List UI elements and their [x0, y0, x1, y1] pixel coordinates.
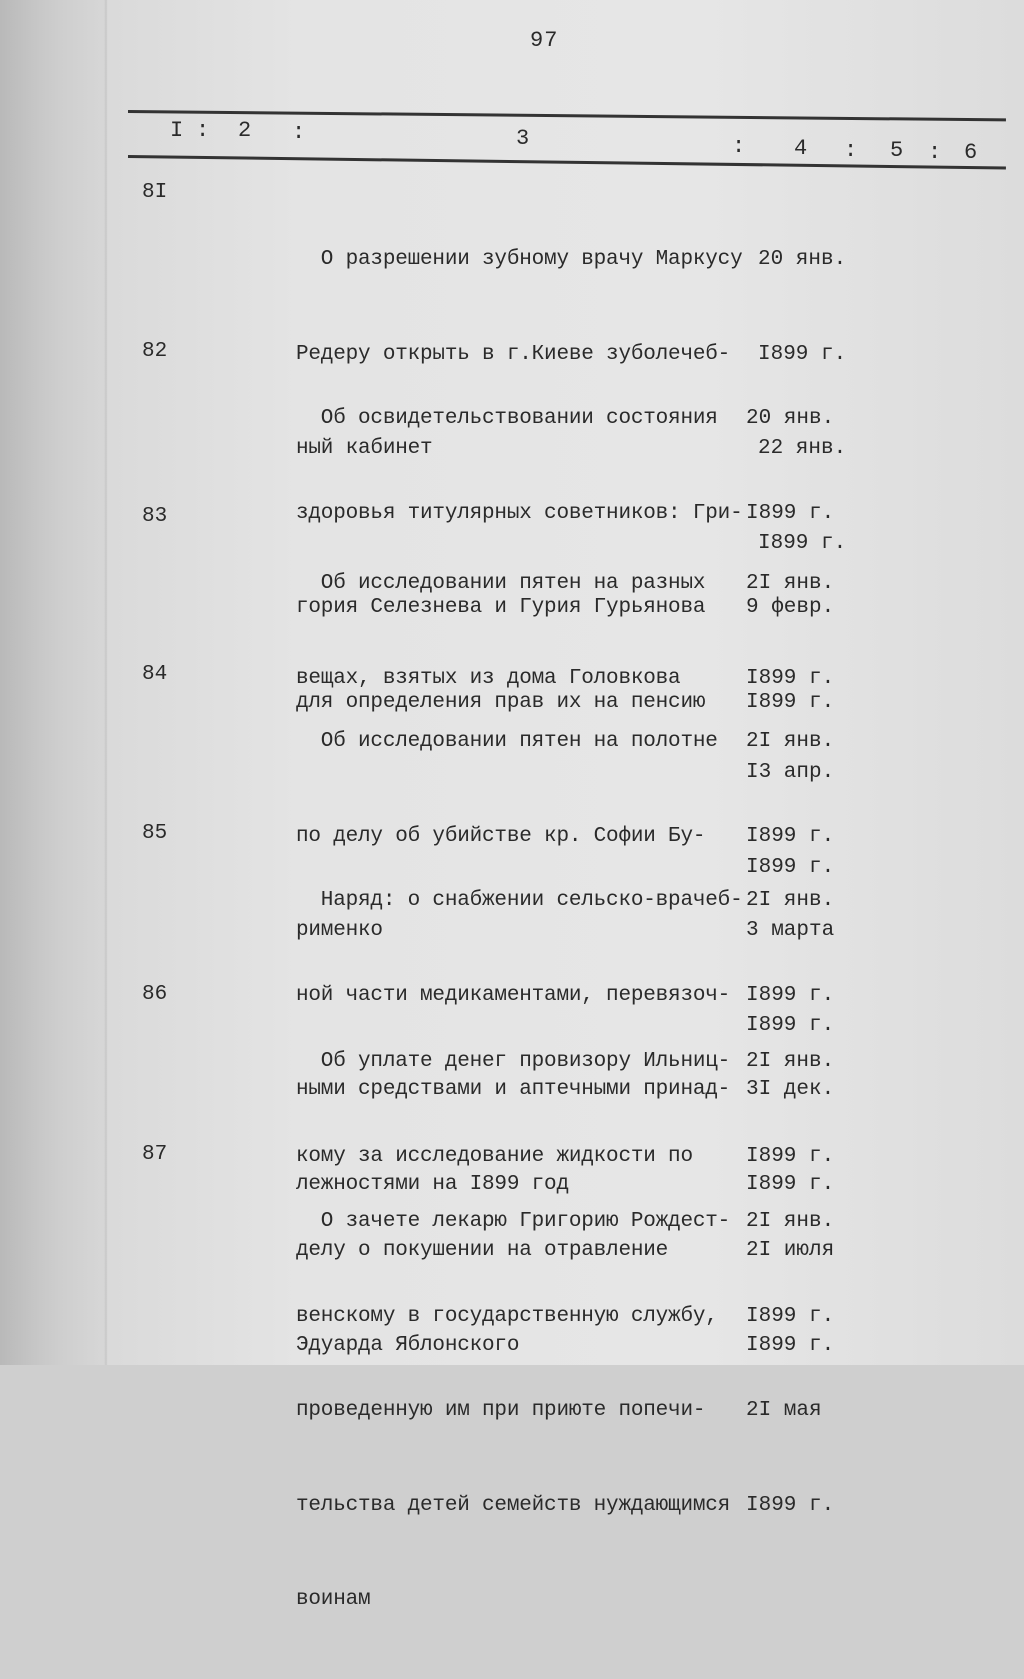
- record-date-line: I899 г.: [746, 855, 835, 879]
- column-separator: :: [844, 138, 858, 163]
- record-date-line: 3I дек.: [746, 1078, 835, 1101]
- record-date-line: 2I янв.: [746, 730, 835, 753]
- record-date-line: 2I янв.: [746, 889, 835, 912]
- column-header-3: 3: [516, 126, 530, 151]
- record-title-line: Об исследовании пятен на полотне: [296, 730, 718, 753]
- column-header-6: 6: [964, 140, 978, 165]
- record-title-line: по делу об убийстве кр. Софии Бу-: [296, 824, 706, 848]
- record-title-line: ной части медикаментами, перевязоч-: [296, 983, 731, 1007]
- record-title-line: рименко: [296, 919, 383, 942]
- record-title-line: О разрешении зубному врачу Маркусу: [296, 248, 743, 271]
- record-date-line: I899 г.: [746, 1333, 835, 1357]
- record-title-line: Наряд: о снабжении сельско-врачеб-: [296, 889, 743, 912]
- record-dates: [746, 1143, 834, 1584]
- record-date-line: 22 янв.: [758, 437, 847, 460]
- column-header-4: 4: [794, 136, 808, 161]
- record-date-line: 20 янв.: [758, 248, 847, 271]
- record-title-line: Эдуарда Яблонского: [296, 1333, 520, 1357]
- header-top-rule: [128, 110, 1006, 121]
- record-date-line: I899 г.: [746, 1144, 835, 1168]
- record-date-line: I899 г.: [746, 824, 835, 848]
- record-number: 87: [142, 1143, 168, 1166]
- record-date-line: I899 г.: [746, 1013, 835, 1037]
- record-title-line: вещах, взятых из дома Головкова: [296, 666, 681, 690]
- record-title-line: делу о покушении на отравление: [296, 1239, 669, 1262]
- record-date-line: 2I янв.: [746, 1210, 835, 1233]
- record-date-line: I899 г.: [746, 501, 835, 525]
- record-title: [296, 1143, 756, 1679]
- record-date-line: I899 г.: [758, 342, 847, 366]
- column-header-1: I: [170, 118, 184, 143]
- header-bottom-rule: [128, 155, 1006, 169]
- record-date-line: I899 г.: [746, 983, 835, 1007]
- record-title-line: венскому в государственную службу,: [296, 1304, 718, 1328]
- record-date-line: I899 г.: [746, 1304, 835, 1328]
- column-separator: :: [928, 140, 942, 165]
- record-date-line: I899 г.: [758, 531, 847, 555]
- record-title-line: проведенную им при приюте попечи-: [296, 1399, 706, 1422]
- record-date-line: I899 г.: [746, 690, 835, 714]
- column-separator: :: [292, 120, 306, 145]
- record-number: 83: [142, 505, 168, 528]
- record-title-line: тельства детей семейств нуждающимся: [296, 1493, 731, 1517]
- record-title-line: Об освидетельствовании состояния: [296, 407, 718, 430]
- record-number: 8I: [142, 181, 168, 204]
- record-title-line: для определения прав их на пенсию: [296, 690, 706, 714]
- record-title-line: Об уплате денег провизору Ильниц-: [296, 1050, 731, 1073]
- record-date-line: I899 г.: [746, 1493, 835, 1517]
- column-separator: :: [196, 118, 210, 143]
- record-date-line: 9 февр.: [746, 596, 835, 619]
- record-title-line: О зачете лекарю Григорию Рождест-: [296, 1210, 731, 1233]
- record-title-line: ный кабинет: [296, 437, 433, 460]
- record-number: 85: [142, 822, 168, 845]
- record-title-line: лежностями на I899 год: [296, 1172, 569, 1196]
- record-title-line: воинам: [296, 1588, 371, 1611]
- record-title-line: ными средствами и аптечными принад-: [296, 1078, 731, 1101]
- record-title-line: кому за исследование жидкости по: [296, 1144, 693, 1168]
- record-date-line: 3 марта: [746, 919, 835, 942]
- record-number: 82: [142, 340, 168, 363]
- record-title-line: гория Селезнева и Гурия Гурьянова: [296, 596, 706, 619]
- page-number: 97: [530, 28, 559, 53]
- record-title-line: Об исследовании пятен на разных: [296, 572, 706, 595]
- record-date-line: 2I мая: [746, 1399, 822, 1422]
- page-binding-shadow: [0, 0, 108, 1365]
- record-date-line: I899 г.: [746, 1172, 835, 1196]
- record-date-line: 2I июля: [746, 1239, 835, 1262]
- column-separator: :: [732, 134, 746, 159]
- record-date-line: 20 янв.: [746, 407, 835, 430]
- record-date-line: I899 г.: [746, 666, 835, 690]
- record-date-line: 2I янв.: [746, 1050, 835, 1073]
- record-date-line: 2I янв.: [746, 572, 835, 595]
- record-number: 84: [142, 663, 168, 686]
- record-date-line: I3 апр.: [746, 761, 835, 784]
- column-header-2: 2: [238, 118, 252, 143]
- column-header-5: 5: [890, 138, 904, 163]
- record-title-line: Редеру открыть в г.Киеве зуболечеб-: [296, 342, 731, 366]
- record-number: 86: [142, 983, 168, 1006]
- record-title-line: здоровья титулярных советников: Гри-: [296, 501, 743, 525]
